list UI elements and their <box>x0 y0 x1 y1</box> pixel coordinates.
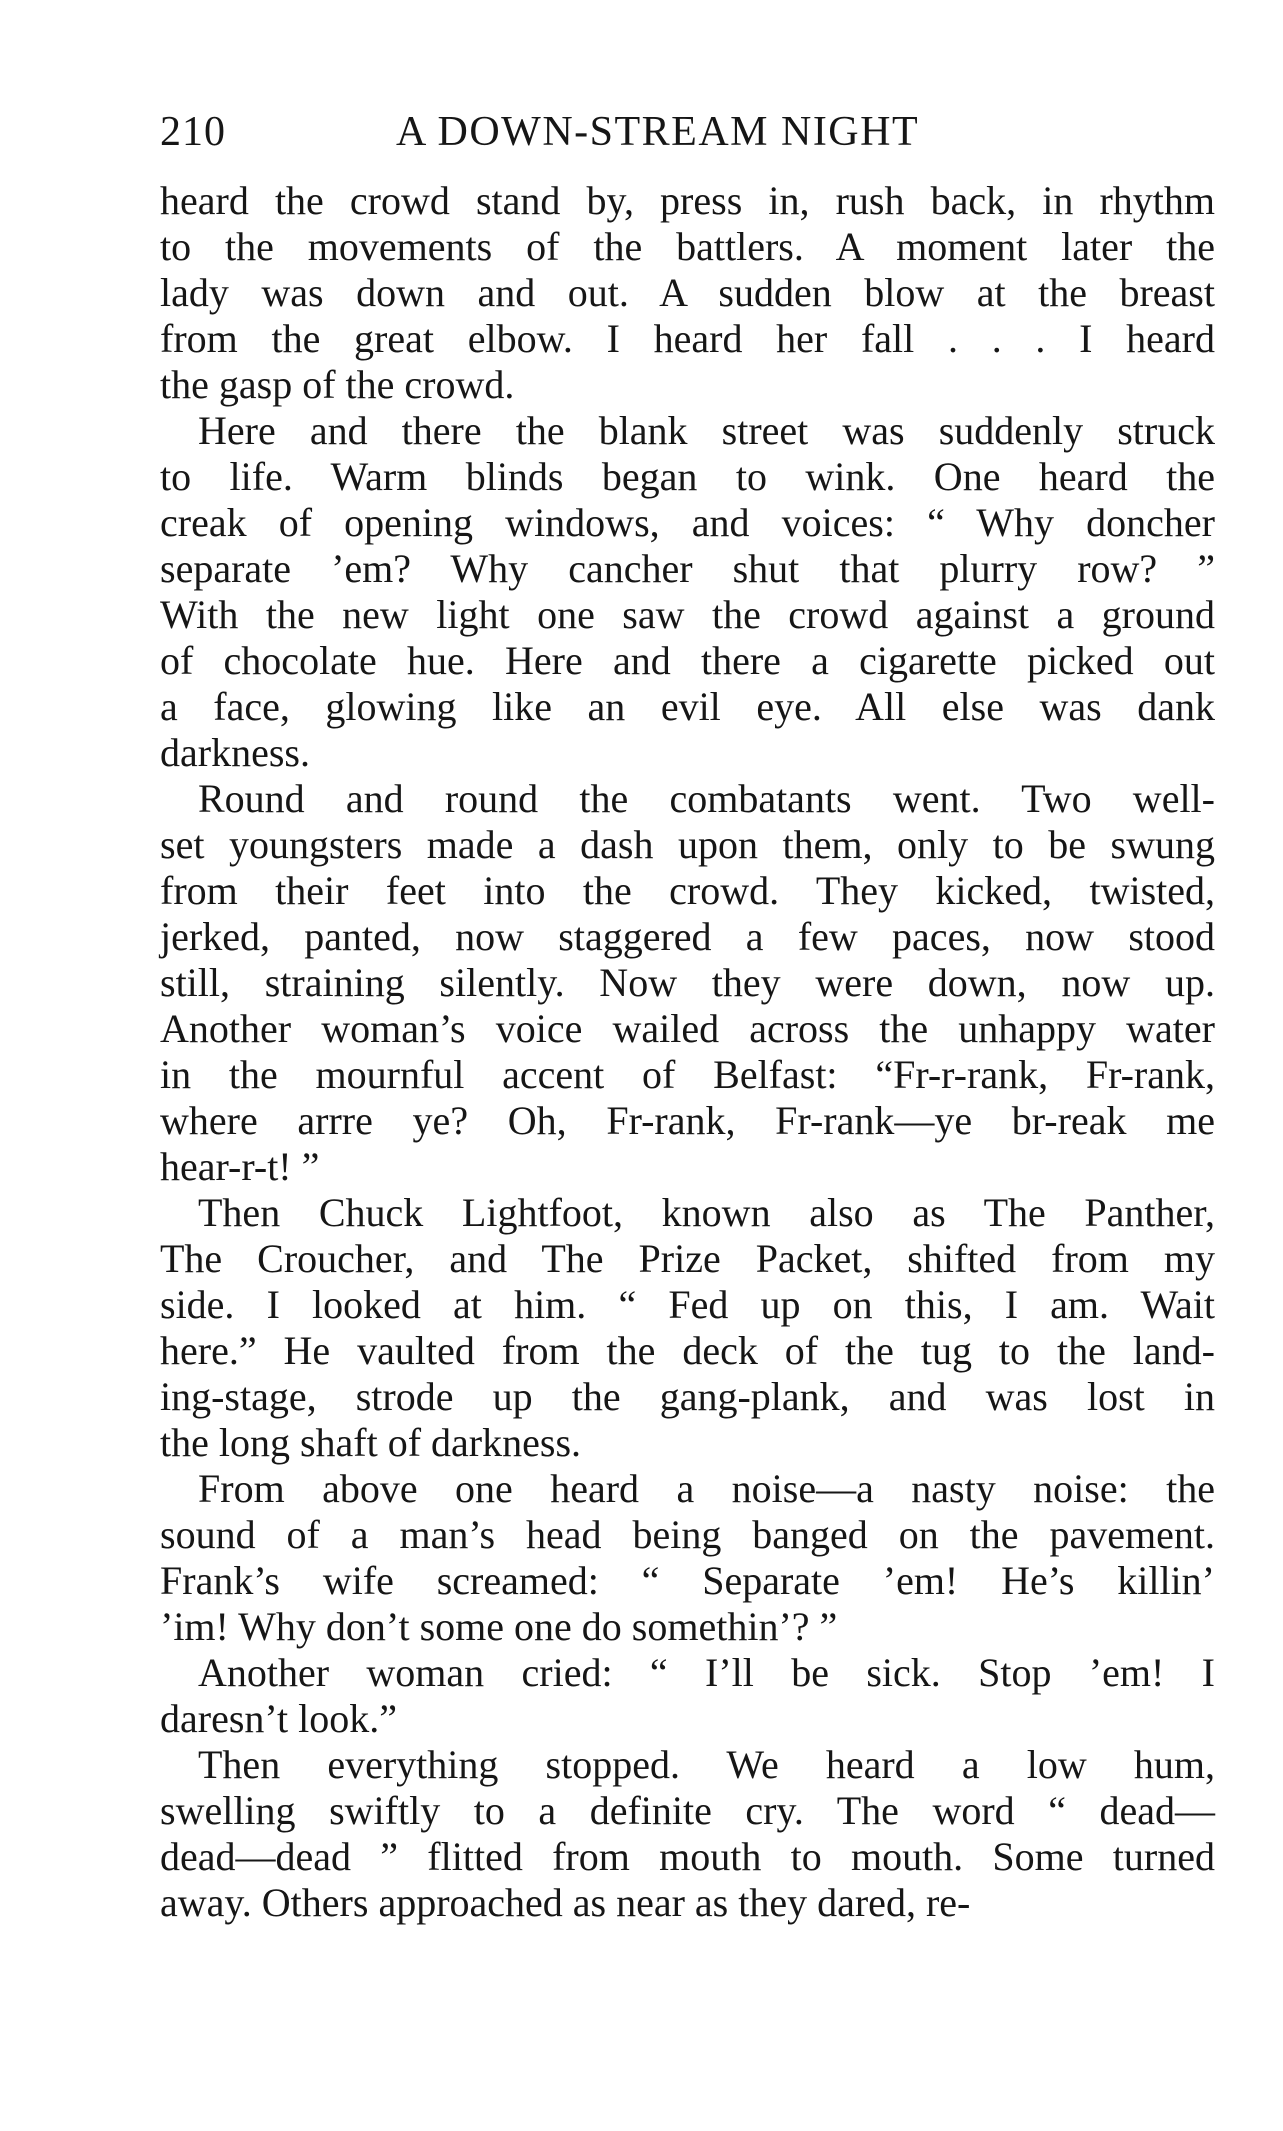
text-line: With the new light one saw the crowd against a ground <box>160 592 1215 637</box>
text-line: lady was down and out. A sudden blow at the breast <box>160 270 1215 315</box>
text-line: from the great elbow. I heard her fall . . . I heard <box>160 316 1215 361</box>
text-line: swelling swiftly to a definite cry. The word “ dead— <box>160 1788 1215 1833</box>
text-line: heard the crowd stand by, press in, rush back, in rhythm <box>160 178 1215 223</box>
text-line: Here and there the blank street was suddenly struck <box>198 408 1215 453</box>
text-line: the gasp of the crowd. <box>160 362 515 407</box>
text-line: hear-r-t! ” <box>160 1144 320 1189</box>
text-line: still, straining silently. Now they were down, now up. <box>160 960 1215 1005</box>
paragraph <box>160 776 1215 1190</box>
text-line: to life. Warm blinds began to wink. One heard the <box>160 454 1215 499</box>
text-line: set youngsters made a dash upon them, only to be swung <box>160 822 1215 867</box>
paragraph <box>160 1466 1215 1650</box>
text-line: daresn’t look.” <box>160 1696 397 1741</box>
text-line: from their feet into the crowd. They kicked, twisted, <box>160 868 1215 913</box>
text-line: to the movements of the battlers. A moment later the <box>160 224 1215 269</box>
text-line: creak of opening windows, and voices: “ Why doncher <box>160 500 1215 545</box>
text-line: the long shaft of darkness. <box>160 1420 582 1465</box>
paragraph <box>160 408 1215 776</box>
running-head <box>160 102 1215 162</box>
paragraph <box>160 1742 1215 1926</box>
paragraph <box>160 178 1215 408</box>
page-number: 210 <box>160 109 226 155</box>
text-line: Frank’s wife screamed: “ Separate ’em! He’s killin’ <box>160 1558 1215 1603</box>
running-title: A DOWN-STREAM NIGHT <box>396 109 920 155</box>
text-line: side. I looked at him. “ Fed up on this, I am. Wait <box>160 1282 1215 1327</box>
text-line: darkness. <box>160 730 310 775</box>
text-line: of chocolate hue. Here and there a cigarette picked out <box>160 638 1215 683</box>
text-line: in the mournful accent of Belfast: “Fr-r-rank, Fr-rank, <box>160 1052 1215 1097</box>
body-text <box>160 178 1215 1926</box>
text-line: here.” He vaulted from the deck of the tug to the land- <box>160 1328 1215 1373</box>
paragraph <box>160 1650 1215 1742</box>
text-line: Another woman’s voice wailed across the unhappy water <box>160 1006 1215 1051</box>
text-line: ing-stage, strode up the gang-plank, and was lost in <box>160 1374 1215 1419</box>
text-line: sound of a man’s head being banged on the pavement. <box>160 1512 1215 1557</box>
text-line: From above one heard a noise—a nasty noise: the <box>198 1466 1215 1511</box>
text-line: away. Others approached as near as they dared, re- <box>160 1880 971 1925</box>
text-line: jerked, panted, now staggered a few paces, now stood <box>160 914 1215 959</box>
text-line: separate ’em? Why cancher shut that plurry row? ” <box>160 546 1215 591</box>
paragraph <box>160 1190 1215 1466</box>
text-line: a face, glowing like an evil eye. All else was dank <box>160 684 1215 729</box>
text-line: Then Chuck Lightfoot, known also as The Panther, <box>198 1190 1215 1235</box>
text-line: Another woman cried: “ I’ll be sick. Stop ’em! I <box>198 1650 1215 1695</box>
text-line: Then everything stopped. We heard a low hum, <box>198 1742 1215 1787</box>
text-line: dead—dead ” flitted from mouth to mouth. Some turned <box>160 1834 1215 1879</box>
text-line: The Croucher, and The Prize Packet, shifted from my <box>160 1236 1215 1281</box>
text-line: where arrre ye? Oh, Fr-rank, Fr-rank—ye br-reak me <box>160 1098 1215 1143</box>
text-line: ’im! Why don’t some one do somethin’? ” <box>160 1604 838 1649</box>
text-line: Round and round the combatants went. Two well- <box>198 776 1215 821</box>
